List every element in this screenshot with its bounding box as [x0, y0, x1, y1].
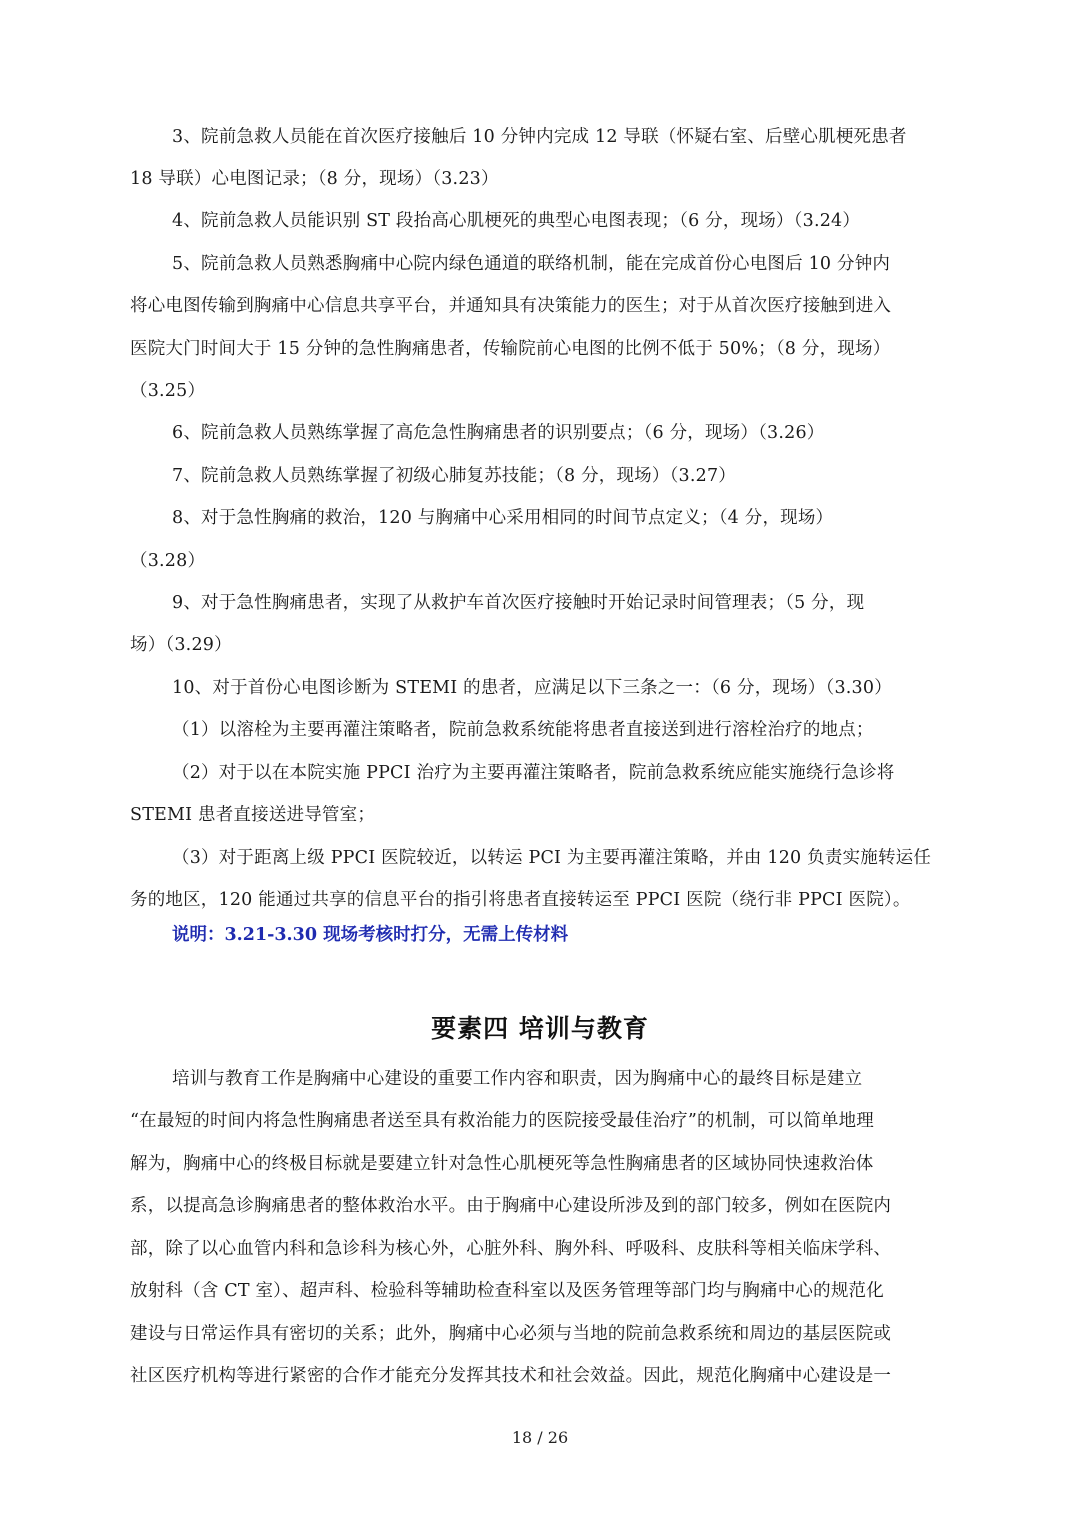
item-5-line-2: 将心电图传输到胸痛中心信息共享平台，并通知具有决策能力的医生；对于从首次医疗接触到进入 — [130, 296, 892, 316]
section-paragraph-line-1: 培训与教育工作是胸痛中心建设的重要工作内容和职责，因为胸痛中心的最终目标是建立 — [172, 1069, 863, 1089]
item-9-line-1: 9、对于急性胸痛患者，实现了从救护车首次医疗接触时开始记录时间管理表；（5 分，现 — [172, 593, 865, 613]
item-7-line-1: 7、院前急救人员熟练掌握了初级心肺复苏技能；（8 分，现场）（3.27） — [172, 466, 736, 486]
item-6-line-1: 6、院前急救人员熟练掌握了高危急性胸痛患者的识别要点；（6 分，现场）（3.26） — [172, 423, 825, 443]
note-text: 说明：3.21-3.30 现场考核时打分，无需上传材料 — [172, 925, 569, 945]
item-5-line-4: （3.25） — [130, 381, 206, 401]
item-5-line-3: 医院大门时间大于 15 分钟的急性胸痛患者，传输院前心电图的比例不低于 50%；（8 分，现场） — [130, 339, 891, 359]
section-paragraph-line-4: 系，以提高急诊胸痛患者的整体救治水平。由于胸痛中心建设所涉及到的部门较多，例如在医院内 — [130, 1196, 892, 1216]
item-8-line-2: （3.28） — [130, 551, 206, 571]
item-10-sub-2-line-2: STEMI 患者直接送进导管室； — [130, 805, 376, 825]
item-10-sub-3-line-2: 务的地区，120 能通过共享的信息平台的指引将患者直接转运至 PPCI 医院（绕行非 PPCI 医院）。 — [130, 890, 911, 910]
section-paragraph-line-7: 建设与日常运作具有密切的关系；此外，胸痛中心必须与当地的院前急救系统和周边的基层医院或 — [130, 1324, 892, 1344]
section-paragraph-line-6: 放射科（含 CT 室）、超声科、检验科等辅助检查科室以及医务管理等部门均与胸痛中心的规范化 — [130, 1281, 884, 1301]
item-9-line-2: 场）（3.29） — [130, 635, 232, 655]
item-10-line-1: 10、对于首份心电图诊断为 STEMI 的患者，应满足以下三条之一：（6 分，现场）（3.30） — [172, 678, 892, 698]
section-paragraph-line-5: 部，除了以心血管内科和急诊科为核心外，心脏外科、胸外科、呼吸科、皮肤科等相关临床学科、 — [130, 1239, 892, 1259]
page-number: 18 / 26 — [511, 1428, 569, 1447]
item-5-line-1: 5、院前急救人员熟悉胸痛中心院内绿色通道的联络机制，能在完成首份心电图后 10 分钟内 — [172, 254, 891, 274]
section-paragraph-line-2: “在最短的时间内将急性胸痛患者送至具有救治能力的医院接受最佳治疗”的机制，可以简单地理 — [130, 1111, 874, 1131]
item-4-line-1: 4、院前急救人员能识别 ST 段抬高心肌梗死的典型心电图表现；（6 分，现场）（3.24） — [172, 211, 861, 231]
section-paragraph-line-3: 解为，胸痛中心的终极目标就是要建立针对急性心肌梗死等急性胸痛患者的区域协同快速救治体 — [130, 1154, 874, 1174]
item-3-line-2: 18 导联）心电图记录；（8 分，现场）（3.23） — [130, 169, 499, 189]
section-paragraph-line-8: 社区医疗机构等进行紧密的合作才能充分发挥其技术和社会效益。因此，规范化胸痛中心建设是一 — [130, 1366, 892, 1386]
item-3-line-1: 3、院前急救人员能在首次医疗接触后 10 分钟内完成 12 导联（怀疑右室、后壁心肌梗死患者 — [172, 127, 907, 147]
item-10-sub-3-line-1: （3）对于距离上级 PPCI 医院较近，以转运 PCI 为主要再灌注策略，并由 120 负责实施转运任 — [172, 848, 932, 868]
item-10-sub-1: （1）以溶栓为主要再灌注策略者，院前急救系统能将患者直接送到进行溶栓治疗的地点； — [172, 720, 874, 740]
item-10-sub-2-line-1: （2）对于以在本院实施 PPCI 治疗为主要再灌注策略者，院前急救系统应能实施绕行急诊将 — [172, 763, 895, 783]
section-title: 要素四 培训与教育 — [431, 1014, 649, 1043]
item-8-line-1: 8、对于急性胸痛的救治，120 与胸痛中心采用相同的时间节点定义；（4 分，现场） — [172, 508, 834, 528]
